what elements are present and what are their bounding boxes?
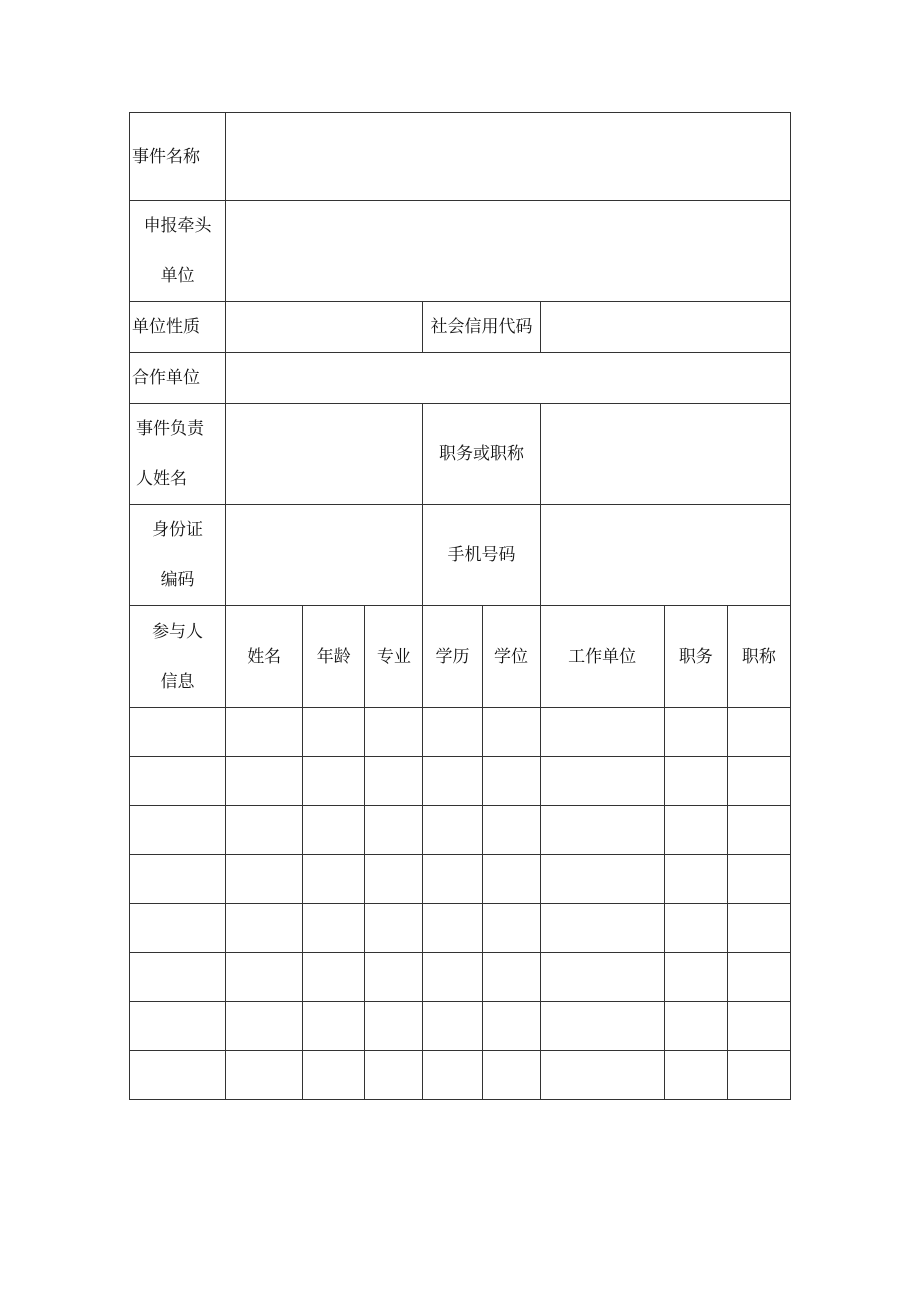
credit-code-field[interactable] <box>540 302 790 353</box>
participant-cell[interactable] <box>727 806 790 855</box>
event-name-field[interactable] <box>226 113 791 201</box>
column-header-age: 年龄 <box>303 606 365 708</box>
event-name-row <box>130 113 791 201</box>
participant-cell[interactable] <box>423 757 482 806</box>
participant-cell[interactable] <box>423 855 482 904</box>
participant-row <box>130 806 791 855</box>
participant-cell[interactable] <box>365 1051 423 1100</box>
participant-cell[interactable] <box>540 708 664 757</box>
leader-name-field[interactable] <box>226 404 423 505</box>
participant-cell[interactable] <box>727 708 790 757</box>
participant-row <box>130 757 791 806</box>
participant-cell[interactable] <box>365 855 423 904</box>
participant-cell[interactable] <box>303 708 365 757</box>
credit-code-label: 社会信用代码 <box>423 302 540 353</box>
participant-cell[interactable] <box>540 1002 664 1051</box>
participant-cell[interactable] <box>365 757 423 806</box>
participant-cell[interactable] <box>727 904 790 953</box>
participant-cell[interactable] <box>130 855 226 904</box>
participant-cell[interactable] <box>540 806 664 855</box>
participant-cell[interactable] <box>482 1051 540 1100</box>
participant-cell[interactable] <box>482 855 540 904</box>
participant-cell[interactable] <box>540 904 664 953</box>
participant-cell[interactable] <box>727 855 790 904</box>
participant-cell[interactable] <box>423 708 482 757</box>
participant-cell[interactable] <box>365 708 423 757</box>
participant-cell[interactable] <box>365 1002 423 1051</box>
participant-cell[interactable] <box>365 904 423 953</box>
participant-cell[interactable] <box>423 806 482 855</box>
lead-unit-label-line2: 单位 <box>160 266 195 286</box>
event-name-label: 事件名称 <box>130 113 226 201</box>
participant-cell[interactable] <box>664 1002 727 1051</box>
phone-field[interactable] <box>540 505 790 606</box>
participant-cell[interactable] <box>130 1002 226 1051</box>
column-header-workplace: 工作单位 <box>540 606 664 708</box>
participant-cell[interactable] <box>226 904 303 953</box>
participant-cell[interactable] <box>540 953 664 1002</box>
participant-cell[interactable] <box>482 1002 540 1051</box>
participant-cell[interactable] <box>664 855 727 904</box>
participant-cell[interactable] <box>226 1051 303 1100</box>
participant-cell[interactable] <box>482 708 540 757</box>
application-form-table <box>129 112 791 1100</box>
participant-cell[interactable] <box>727 757 790 806</box>
unit-nature-label: 单位性质 <box>130 302 226 353</box>
participant-cell[interactable] <box>540 855 664 904</box>
participant-row <box>130 1002 791 1051</box>
participant-cell[interactable] <box>303 904 365 953</box>
column-header-name: 姓名 <box>226 606 303 708</box>
participants-label-line1: 参与人 <box>152 621 204 642</box>
participant-cell[interactable] <box>130 904 226 953</box>
unit-nature-row <box>130 302 791 353</box>
phone-label: 手机号码 <box>423 505 540 606</box>
participant-cell[interactable] <box>303 757 365 806</box>
participant-cell[interactable] <box>727 1051 790 1100</box>
id-label-line1: 身份证 <box>152 520 204 540</box>
participant-cell[interactable] <box>482 757 540 806</box>
participant-cell[interactable] <box>226 806 303 855</box>
participant-cell[interactable] <box>365 953 423 1002</box>
participant-cell[interactable] <box>482 953 540 1002</box>
participant-cell[interactable] <box>365 806 423 855</box>
column-header-duty: 职务 <box>664 606 727 708</box>
participant-cell[interactable] <box>423 953 482 1002</box>
participant-cell[interactable] <box>540 757 664 806</box>
participant-row <box>130 1051 791 1100</box>
participant-cell[interactable] <box>664 953 727 1002</box>
participant-cell[interactable] <box>130 806 226 855</box>
participant-cell[interactable] <box>130 757 226 806</box>
participant-cell[interactable] <box>664 904 727 953</box>
leader-name-label <box>130 404 226 505</box>
participant-cell[interactable] <box>664 757 727 806</box>
id-label <box>130 505 226 606</box>
column-header-education: 学历 <box>423 606 482 708</box>
participant-cell[interactable] <box>540 1051 664 1100</box>
participant-cell[interactable] <box>226 855 303 904</box>
participants-label <box>130 606 226 708</box>
participant-cell[interactable] <box>303 1051 365 1100</box>
participant-cell[interactable] <box>423 904 482 953</box>
column-header-title: 职称 <box>727 606 790 708</box>
participant-cell[interactable] <box>727 953 790 1002</box>
participant-cell[interactable] <box>303 953 365 1002</box>
column-header-major: 专业 <box>365 606 423 708</box>
participant-cell[interactable] <box>482 904 540 953</box>
position-label: 职务或职称 <box>423 404 540 505</box>
participant-cell[interactable] <box>226 708 303 757</box>
coop-unit-field[interactable] <box>226 353 791 404</box>
participant-cell[interactable] <box>226 757 303 806</box>
participant-row <box>130 953 791 1002</box>
participant-cell[interactable] <box>226 1002 303 1051</box>
column-header-degree: 学位 <box>482 606 540 708</box>
coop-unit-label: 合作单位 <box>130 353 226 404</box>
coop-unit-row <box>130 353 791 404</box>
participant-cell[interactable] <box>303 855 365 904</box>
participant-cell[interactable] <box>130 953 226 1002</box>
participant-row <box>130 904 791 953</box>
participant-cell[interactable] <box>303 1002 365 1051</box>
participant-row <box>130 708 791 757</box>
lead-unit-field[interactable] <box>226 201 791 302</box>
position-field[interactable] <box>540 404 790 505</box>
participants-label-line2: 信息 <box>160 671 195 692</box>
participant-cell[interactable] <box>226 953 303 1002</box>
participant-row <box>130 855 791 904</box>
lead-unit-row <box>130 201 791 302</box>
id-row <box>130 505 791 606</box>
participant-cell[interactable] <box>727 1002 790 1051</box>
participant-cell[interactable] <box>664 1051 727 1100</box>
leader-name-label-line1: 事件负责 <box>136 419 204 439</box>
lead-unit-label-line1: 申报牵头 <box>143 216 212 236</box>
participant-cell[interactable] <box>130 1051 226 1100</box>
participant-cell[interactable] <box>423 1051 482 1100</box>
id-label-line2: 编码 <box>160 570 195 590</box>
participant-cell[interactable] <box>423 1002 482 1051</box>
participant-cell[interactable] <box>482 806 540 855</box>
participant-cell[interactable] <box>130 708 226 757</box>
id-field[interactable] <box>226 505 423 606</box>
leader-row <box>130 404 791 505</box>
participant-cell[interactable] <box>664 806 727 855</box>
lead-unit-label <box>130 201 226 302</box>
participant-cell[interactable] <box>303 806 365 855</box>
unit-nature-field[interactable] <box>226 302 423 353</box>
participant-cell[interactable] <box>664 708 727 757</box>
participants-header-row <box>130 606 791 708</box>
leader-name-label-line2: 人姓名 <box>136 469 187 489</box>
